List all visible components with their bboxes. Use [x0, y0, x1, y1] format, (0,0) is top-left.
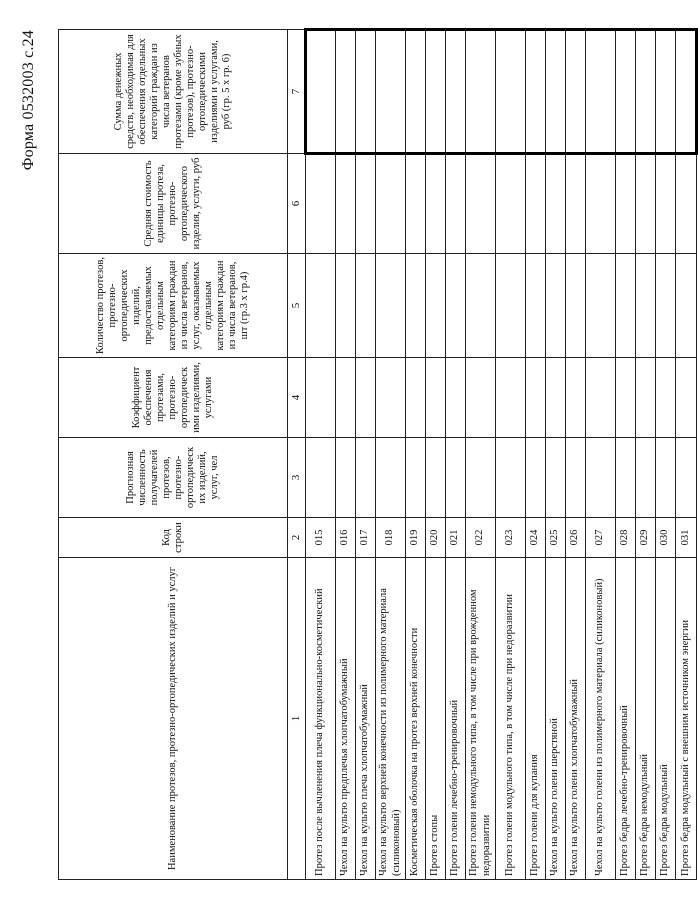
row-quantity-cell[interactable]	[336, 254, 356, 358]
row-coefficient-cell[interactable]	[636, 358, 656, 438]
row-avg-cost-cell[interactable]	[636, 154, 656, 254]
col-num-6: 6	[288, 154, 306, 254]
row-total-sum-cell[interactable]	[656, 30, 676, 154]
row-name: Чехол на культю голени из полимерного материала (силиконовый)	[586, 558, 616, 880]
row-avg-cost-cell[interactable]	[406, 154, 426, 254]
table-body	[306, 30, 697, 880]
row-total-sum-cell[interactable]	[446, 30, 466, 154]
row-quantity-cell[interactable]	[406, 254, 426, 358]
row-forecast-cell[interactable]	[496, 438, 526, 518]
row-avg-cost-cell[interactable]	[586, 154, 616, 254]
header-code: Код строки	[59, 518, 288, 558]
column-number-row	[288, 30, 306, 880]
row-total-sum-cell[interactable]	[306, 30, 336, 154]
row-code: 021	[446, 518, 466, 558]
row-coefficient-cell[interactable]	[546, 358, 566, 438]
form-code: Форма 0532003 с.24	[20, 30, 37, 171]
row-avg-cost-cell[interactable]	[356, 154, 376, 254]
row-avg-cost-cell[interactable]	[496, 154, 526, 254]
table-row	[676, 30, 697, 880]
row-avg-cost-cell[interactable]	[306, 154, 336, 254]
row-coefficient-cell[interactable]	[466, 358, 496, 438]
row-name: Протез голени модульного типа, в том числе при недоразвитии	[496, 558, 526, 880]
row-total-sum-cell[interactable]	[586, 30, 616, 154]
table-row	[496, 30, 526, 880]
table-row	[586, 30, 616, 880]
row-total-sum-cell[interactable]	[526, 30, 546, 154]
row-quantity-cell[interactable]	[546, 254, 566, 358]
row-forecast-cell[interactable]	[566, 438, 586, 518]
row-total-sum-cell[interactable]	[466, 30, 496, 154]
row-code: 025	[546, 518, 566, 558]
row-avg-cost-cell[interactable]	[566, 154, 586, 254]
col-num-2: 2	[288, 518, 306, 558]
row-quantity-cell[interactable]	[656, 254, 676, 358]
row-code: 020	[426, 518, 446, 558]
col-num-7: 7	[288, 30, 306, 154]
table-row	[526, 30, 546, 880]
row-avg-cost-cell[interactable]	[466, 154, 496, 254]
row-quantity-cell[interactable]	[446, 254, 466, 358]
row-quantity-cell[interactable]	[376, 254, 406, 358]
row-name: Косметическая оболочка на протез верхней конечности	[406, 558, 426, 880]
row-avg-cost-cell[interactable]	[376, 154, 406, 254]
row-avg-cost-cell[interactable]	[336, 154, 356, 254]
table-row	[306, 30, 336, 880]
row-quantity-cell[interactable]	[496, 254, 526, 358]
row-quantity-cell[interactable]	[616, 254, 636, 358]
row-total-sum-cell[interactable]	[376, 30, 406, 154]
row-name: Протез бедра лечебно-тренировочный	[616, 558, 636, 880]
data-table	[58, 28, 698, 880]
header-quantity: Количество протезов, протезно-ортопедических изделий, предоставляемых отдельным категориям граждан из числа ветеранов, услуг, оказываемых отдельным категориям граждан из числа ветеранов, шт (гр.3 х гр.4)	[59, 254, 288, 358]
row-coefficient-cell[interactable]	[446, 358, 466, 438]
row-forecast-cell[interactable]	[546, 438, 566, 518]
row-quantity-cell[interactable]	[526, 254, 546, 358]
row-name: Чехол на культю голени шерстяной	[546, 558, 566, 880]
row-forecast-cell[interactable]	[656, 438, 676, 518]
header-row	[59, 30, 288, 880]
row-quantity-cell[interactable]	[356, 254, 376, 358]
header-forecast: Прогнозная численность получателей протезов, протезно-ортопедическ их изделий, услуг, чел	[59, 438, 288, 518]
row-quantity-cell[interactable]	[466, 254, 496, 358]
row-avg-cost-cell[interactable]	[656, 154, 676, 254]
row-name: Чехол на культю голени хлопчатобумажный	[566, 558, 586, 880]
row-total-sum-cell[interactable]	[616, 30, 636, 154]
row-coefficient-cell[interactable]	[656, 358, 676, 438]
row-name: Протез после вычленения плеча функционально-косметический	[306, 558, 336, 880]
row-total-sum-cell[interactable]	[546, 30, 566, 154]
row-name: Протез бедра модульный с внешним источником энергии	[676, 558, 697, 880]
row-name: Протез голени для купания	[526, 558, 546, 880]
row-coefficient-cell[interactable]	[336, 358, 356, 438]
table-row	[566, 30, 586, 880]
row-coefficient-cell[interactable]	[676, 358, 697, 438]
row-coefficient-cell[interactable]	[376, 358, 406, 438]
table-row	[466, 30, 496, 880]
table-row	[406, 30, 426, 880]
table-row	[616, 30, 636, 880]
row-total-sum-cell[interactable]	[496, 30, 526, 154]
col-num-1: 1	[288, 558, 306, 880]
rotated-page	[20, 30, 691, 880]
row-coefficient-cell[interactable]	[566, 358, 586, 438]
row-total-sum-cell[interactable]	[636, 30, 656, 154]
row-forecast-cell[interactable]	[376, 438, 406, 518]
row-avg-cost-cell[interactable]	[446, 154, 466, 254]
row-quantity-cell[interactable]	[636, 254, 656, 358]
row-forecast-cell[interactable]	[336, 438, 356, 518]
row-coefficient-cell[interactable]	[616, 358, 636, 438]
row-coefficient-cell[interactable]	[426, 358, 446, 438]
row-coefficient-cell[interactable]	[306, 358, 336, 438]
row-code: 024	[526, 518, 546, 558]
row-avg-cost-cell[interactable]	[676, 154, 697, 254]
col-num-4: 4	[288, 358, 306, 438]
table-row	[546, 30, 566, 880]
table-row	[656, 30, 676, 880]
row-total-sum-cell[interactable]	[336, 30, 356, 154]
header-total-sum: Сумма денежных средств, необходимая для обеспечения отдельных категорий граждан из числа ветеранов протезами (кроме зубных протезов), протезно-ортопедическими изделиями и услугами, руб (гр. 5 х гр. 6)	[59, 30, 288, 154]
row-avg-cost-cell[interactable]	[526, 154, 546, 254]
row-forecast-cell[interactable]	[586, 438, 616, 518]
row-coefficient-cell[interactable]	[526, 358, 546, 438]
row-code: 022	[466, 518, 496, 558]
row-code: 026	[566, 518, 586, 558]
row-total-sum-cell[interactable]	[566, 30, 586, 154]
row-forecast-cell[interactable]	[616, 438, 636, 518]
row-name: Протез бедра немодульный	[636, 558, 656, 880]
col-num-5: 5	[288, 254, 306, 358]
row-code: 029	[636, 518, 656, 558]
row-quantity-cell[interactable]	[306, 254, 336, 358]
row-name: Чехол на культю плеча хлопчатобумажный	[356, 558, 376, 880]
row-avg-cost-cell[interactable]	[546, 154, 566, 254]
row-name: Чехол на культю верхней конечности из полимерного материала (силиконовый)	[376, 558, 406, 880]
row-code: 023	[496, 518, 526, 558]
table-row	[376, 30, 406, 880]
row-code: 028	[616, 518, 636, 558]
row-avg-cost-cell[interactable]	[616, 154, 636, 254]
row-name: Чехол на культю предплечья хлопчатобумажный	[336, 558, 356, 880]
row-code: 030	[656, 518, 676, 558]
table-row	[636, 30, 656, 880]
row-code: 027	[586, 518, 616, 558]
row-total-sum-cell[interactable]	[676, 30, 697, 154]
row-coefficient-cell[interactable]	[356, 358, 376, 438]
row-forecast-cell[interactable]	[446, 438, 466, 518]
table-row	[426, 30, 446, 880]
row-forecast-cell[interactable]	[306, 438, 336, 518]
row-coefficient-cell[interactable]	[586, 358, 616, 438]
table-row	[336, 30, 356, 880]
row-forecast-cell[interactable]	[426, 438, 446, 518]
row-name: Протез голени немодульного типа, в том числе при врожденном недоразвитии	[466, 558, 496, 880]
row-quantity-cell[interactable]	[676, 254, 697, 358]
row-quantity-cell[interactable]	[566, 254, 586, 358]
row-total-sum-cell[interactable]	[356, 30, 376, 154]
row-code: 015	[306, 518, 336, 558]
row-name: Протез бедра модульный	[656, 558, 676, 880]
header-name: Наименование протезов, протезно-ортопедических изделий и услуг	[59, 558, 288, 880]
row-forecast-cell[interactable]	[466, 438, 496, 518]
row-total-sum-cell[interactable]	[406, 30, 426, 154]
row-code: 018	[376, 518, 406, 558]
table-row	[446, 30, 466, 880]
row-coefficient-cell[interactable]	[406, 358, 426, 438]
row-forecast-cell[interactable]	[406, 438, 426, 518]
row-code: 016	[336, 518, 356, 558]
row-code: 019	[406, 518, 426, 558]
row-coefficient-cell[interactable]	[496, 358, 526, 438]
row-name: Протез голени лечебно-тренировочный	[446, 558, 466, 880]
row-code: 031	[676, 518, 697, 558]
row-code: 017	[356, 518, 376, 558]
row-avg-cost-cell[interactable]	[426, 154, 446, 254]
row-forecast-cell[interactable]	[356, 438, 376, 518]
col-num-3: 3	[288, 438, 306, 518]
row-name: Протез стопы	[426, 558, 446, 880]
row-forecast-cell[interactable]	[526, 438, 546, 518]
header-avg-cost: Средняя стоимость единицы протеза, протезно-ортопедического изделия, услуги, руб	[59, 154, 288, 254]
row-total-sum-cell[interactable]	[426, 30, 446, 154]
header-coefficient: Коэффициент обеспечения протезами, протезно-ортопедическ ими изделиями, услугами	[59, 358, 288, 438]
row-quantity-cell[interactable]	[426, 254, 446, 358]
row-forecast-cell[interactable]	[676, 438, 697, 518]
row-quantity-cell[interactable]	[586, 254, 616, 358]
table-row	[356, 30, 376, 880]
row-forecast-cell[interactable]	[636, 438, 656, 518]
